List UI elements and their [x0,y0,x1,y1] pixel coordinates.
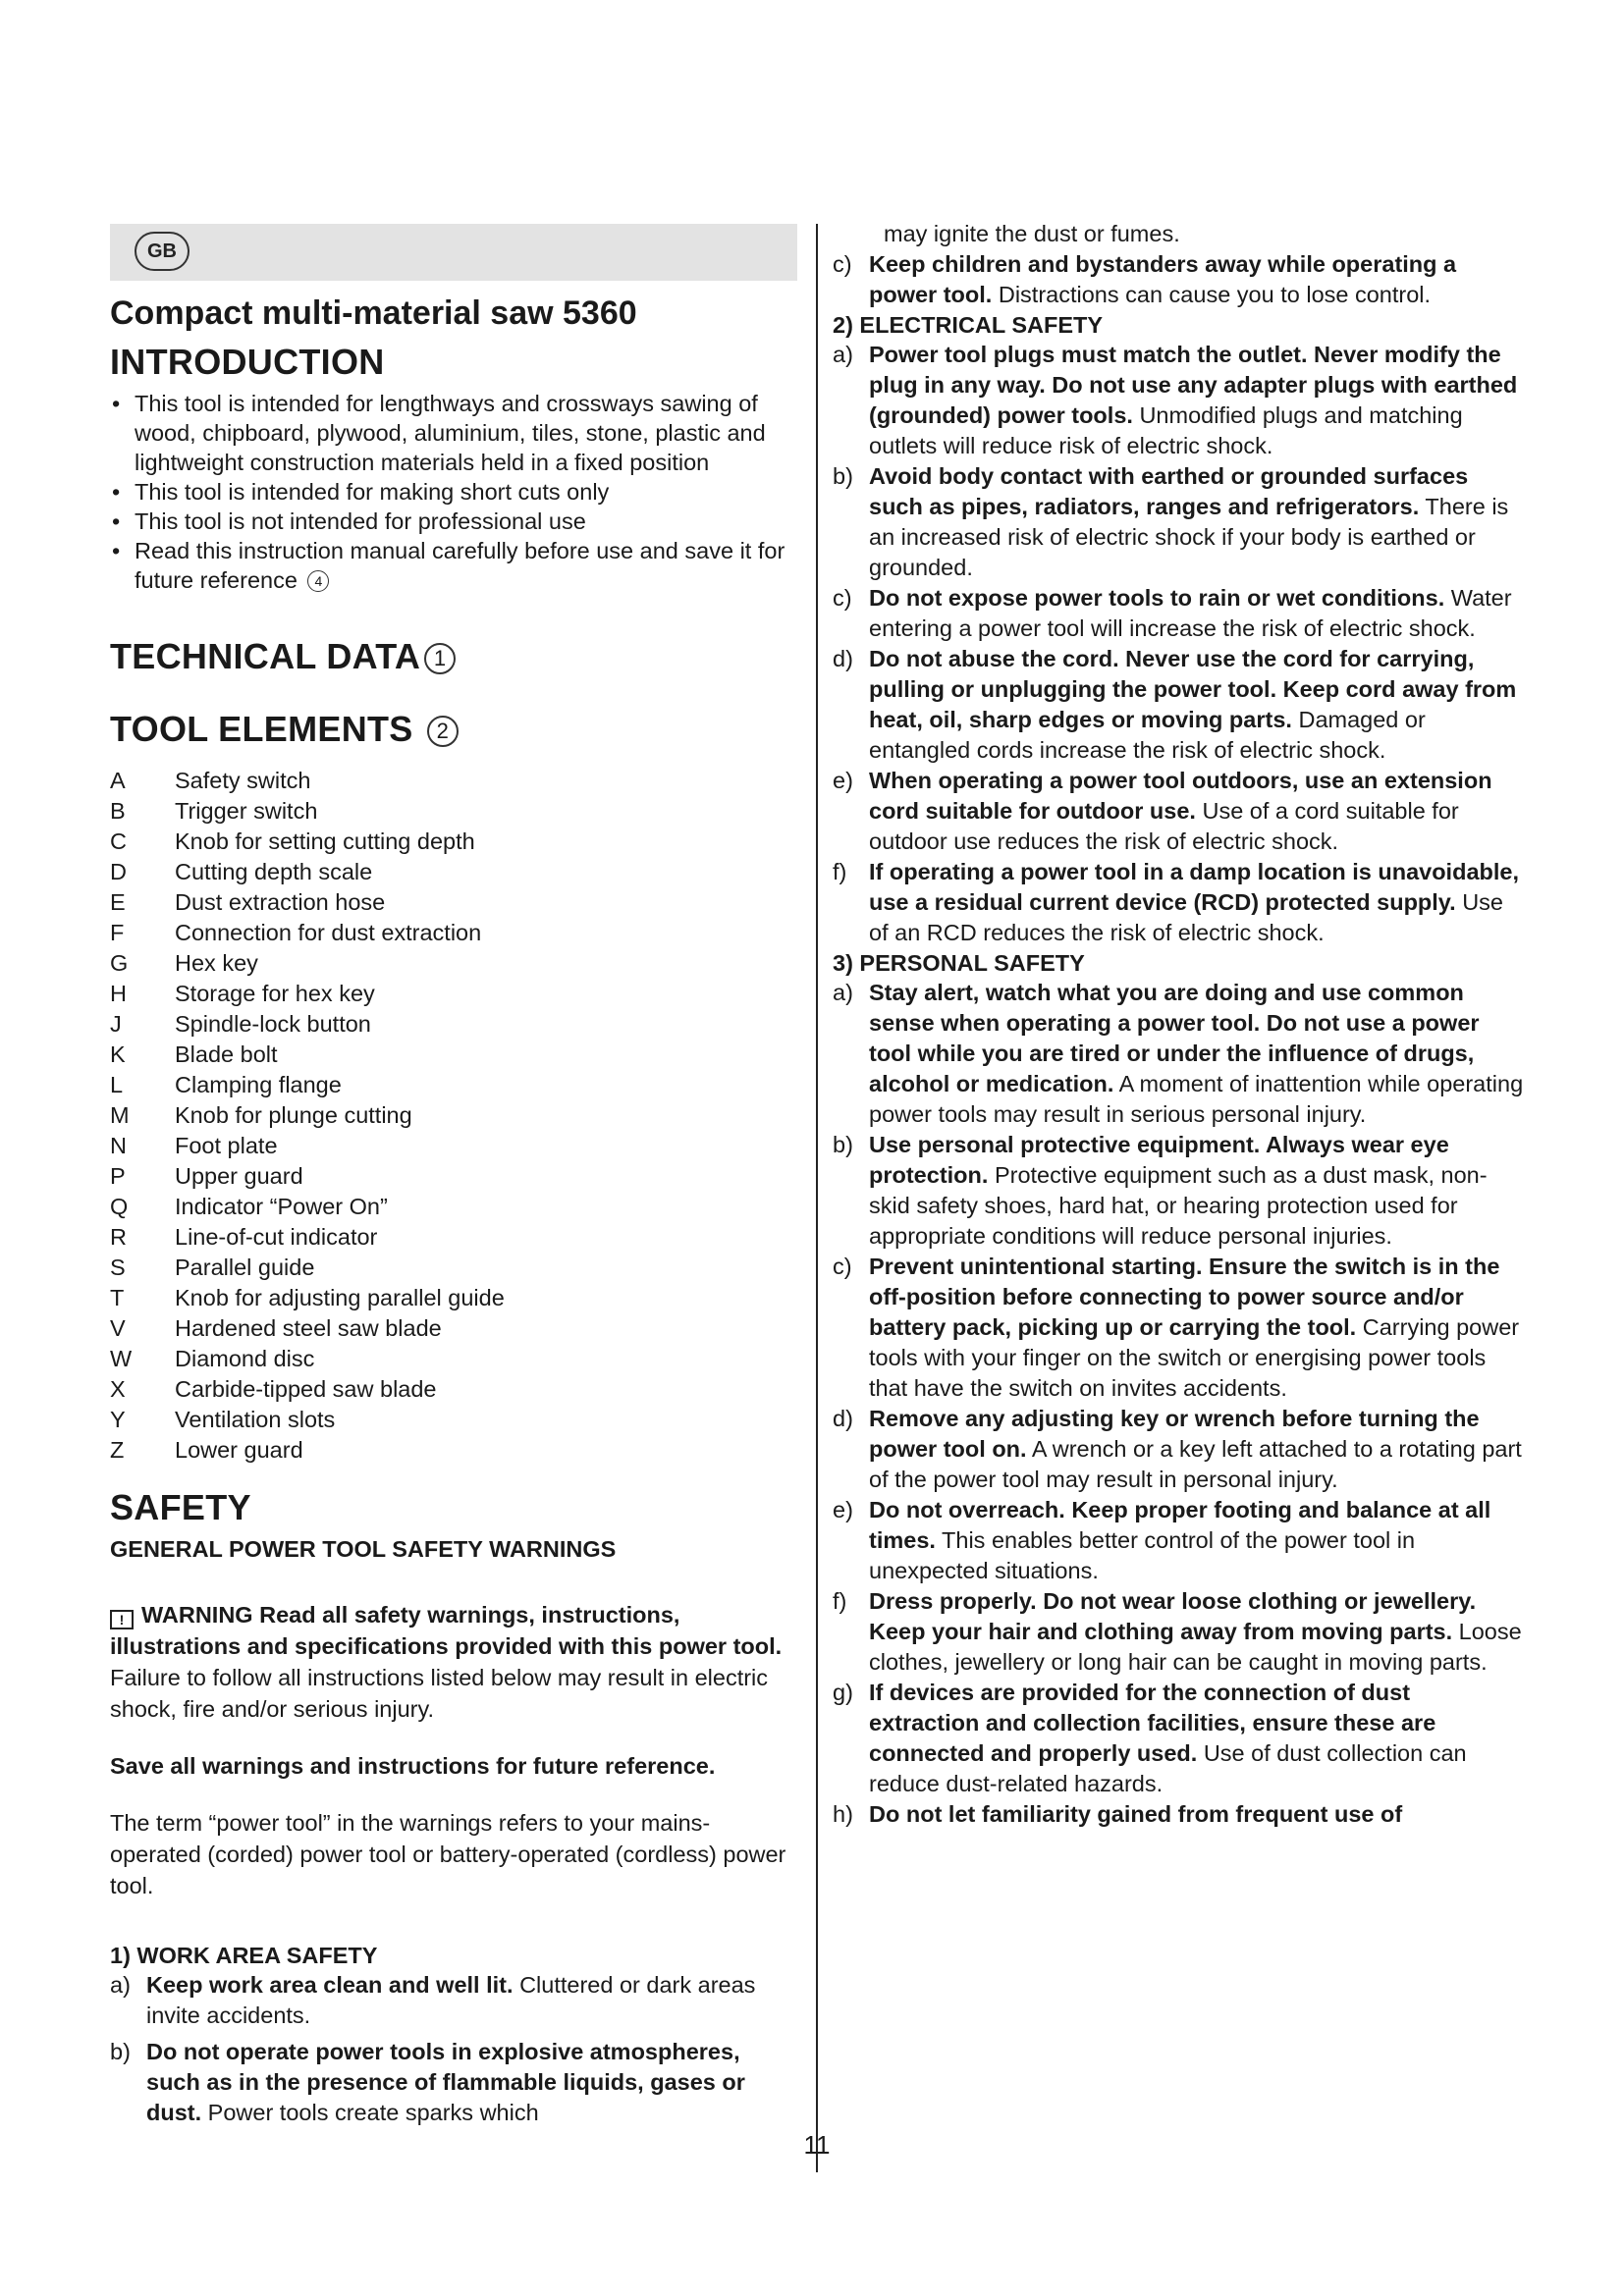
item-text: Damaged or entangled cords increase the risk of electric shock. [869,707,1426,763]
heading-text: TECHNICAL DATA [110,636,421,676]
tool-element-row [110,1374,797,1405]
tool-element-label: Hardened steel saw blade [175,1315,442,1341]
introduction-heading: INTRODUCTION [110,342,385,382]
item-bold-text: Do not abuse the cord. Never use the cord for carrying, pulling or unplugging the power tool. Keep cord away from heat, oil, sharp edges or moving parts. [869,646,1517,732]
list-item-text: Read this instruction manual carefully before use and save it for future reference [135,538,785,593]
list-item: • This tool is intended for making short cuts only [110,477,797,507]
tool-element-label: Safety switch [175,768,311,793]
list-item [833,1678,1525,1799]
list-item [833,644,1525,766]
item-letter: b) [833,463,853,489]
tool-element-row [110,1161,797,1192]
tool-element-letter: R [110,1224,127,1250]
item-letter: b) [833,1132,853,1157]
tool-element-letter: X [110,1376,126,1402]
list-item [110,1970,797,2031]
item-bold-text: Remove any adjusting key or wrench before turning the power tool on. [869,1406,1480,1462]
warning-bold-text: WARNING Read all safety warnings, instructions, illustrations and specifications provided with this power tool. [110,1602,783,1659]
tool-element-row [110,1283,797,1313]
tool-element-row [110,1405,797,1435]
item-bold-text: Stay alert, watch what you are doing and use common sense when operating a power tool. Do not use a power tool while you are tired or under the influence of drugs, alcohol or medication. [869,980,1480,1096]
work-area-list [110,1970,797,2128]
item-text: Distractions can cause you to lose control. [998,282,1432,307]
item-body [869,461,1525,583]
list-item [833,857,1525,948]
item-letter: f) [833,1588,847,1614]
list-item [833,766,1525,857]
item-bold-text: If operating a power tool in a damp location is unavoidable, use a residual current device (RCD) protected supply. [869,859,1519,915]
tool-element-row [110,979,797,1009]
list-item [833,1799,1525,1830]
tool-element-letter: J [110,1011,122,1037]
item-letter: c) [833,585,852,611]
item-body [869,249,1525,310]
tool-element-row [110,948,797,979]
item-bold-text: Power tool plugs must match the outlet. Never modify the plug in any way. Do not use any adapter plugs with earthed (grounded) power tools. [869,342,1518,428]
tool-element-row [110,1435,797,1466]
tool-element-letter: C [110,828,127,854]
tool-element-label: Indicator “Power On” [175,1194,388,1219]
tool-element-letter: Z [110,1437,125,1463]
tool-element-label: Carbide-tipped saw blade [175,1376,437,1402]
tool-element-row [110,1009,797,1040]
item-letter: c) [833,1254,852,1279]
item-body [869,1586,1525,1678]
safety-heading: SAFETY [110,1487,251,1527]
item-bold-text: Do not let familiarity gained from frequent use of [869,1801,1403,1827]
tool-element-label: Clamping flange [175,1072,342,1097]
list-item [833,978,1525,1130]
item-letter: b) [110,2039,131,2064]
work-area-heading: 1) WORK AREA SAFETY [110,1943,378,1968]
tool-element-row [110,1253,797,1283]
tool-element-letter: A [110,768,126,793]
introduction-list [110,389,797,595]
tool-element-label: Storage for hex key [175,981,375,1006]
personal-list [833,978,1525,1830]
item-bold-text: Avoid body contact with earthed or grounded surfaces such as pipes, radiators, ranges and refrigerators. [869,463,1469,519]
item-text: Loose clothes, jewellery or long hair can be caught in moving parts. [869,1619,1522,1675]
item-letter: e) [833,1497,853,1522]
tool-element-label: Hex key [175,950,258,976]
item-letter: h) [833,1801,853,1827]
tool-element-letter: E [110,889,126,915]
item-body [869,978,1525,1130]
tool-element-letter: H [110,981,127,1006]
tool-element-label: Knob for setting cutting depth [175,828,475,854]
item-letter: c) [833,251,852,277]
item-bold-text: Do not operate power tools in explosive atmospheres, such as in the presence of flammable liquids, gases or dust. [146,2039,745,2125]
tool-element-row [110,1131,797,1161]
work-area-item-c [833,249,1525,310]
item-body [869,1495,1525,1586]
electrical-list [833,340,1525,948]
tool-element-row [110,766,797,796]
item-letter: g) [833,1680,853,1705]
list-item [833,1495,1525,1586]
list-item [833,1130,1525,1252]
tool-element-label: Dust extraction hose [175,889,386,915]
tool-element-letter: S [110,1255,126,1280]
page-number: 11 [803,2130,831,2160]
tool-element-label: Diamond disc [175,1346,315,1371]
tool-element-label: Trigger switch [175,798,318,824]
list-item [110,536,797,595]
term-paragraph: The term “power tool” in the warnings refers to your mains-operated (corded) power tool or battery-operated (cordless) power tool. [110,1810,786,1898]
item-body [869,1404,1525,1495]
item-body [146,1970,797,2031]
list-item: • This tool is not intended for professional use [110,507,797,536]
item-letter: a) [833,980,853,1005]
save-notice: Save all warnings and instructions for future reference. [110,1753,716,1779]
item-letter: a) [110,1972,131,1998]
item-letter: d) [833,1406,853,1431]
item-body [869,766,1525,857]
tool-element-row [110,1192,797,1222]
tool-element-row [110,887,797,918]
item-body [869,1799,1525,1830]
list-item [833,461,1525,583]
item-body [869,857,1525,948]
item-text: Water entering a power tool will increase the risk of electric shock. [869,585,1512,641]
list-item [833,340,1525,461]
item-body [869,340,1525,461]
tool-element-row [110,1222,797,1253]
item-letter: d) [833,646,853,671]
list-item [833,249,1525,310]
tool-element-letter: Q [110,1194,129,1219]
item-text: Protective equipment such as a dust mask, non-skid safety shoes, hard hat, or hearing protection used for appropriate conditions will reduce personal injuries. [869,1162,1488,1249]
tool-element-row [110,1100,797,1131]
continuation-text: may ignite the dust or fumes. [884,221,1180,246]
item-text: This enables better control of the power tool in unexpected situations. [869,1527,1416,1583]
figure-ref-badge: 4 [307,570,329,592]
item-bold-text: Prevent unintentional starting. Ensure the switch is in the off-position before connecting to power source and/or battery pack, picking up or carrying the tool. [869,1254,1500,1340]
tool-element-label: Upper guard [175,1163,303,1189]
item-bold-text: Do not expose power tools to rain or wet conditions. [869,585,1445,611]
tool-element-letter: B [110,798,126,824]
item-text: There is an increased risk of electric shock if your body is earthed or grounded. [869,494,1509,580]
item-body [869,1252,1525,1404]
warning-icon: ! [110,1610,134,1629]
tool-element-letter: Y [110,1407,126,1432]
item-text: Unmodified plugs and matching outlets will reduce risk of electric shock. [869,402,1463,458]
tool-element-row [110,1070,797,1100]
item-bold-text: When operating a power tool outdoors, use an extension cord suitable for outdoor use. [869,768,1492,824]
tool-elements-list [110,766,797,1466]
tool-element-letter: D [110,859,127,884]
tool-element-letter: N [110,1133,127,1158]
list-item [833,583,1525,644]
tool-element-label: Knob for plunge cutting [175,1102,412,1128]
personal-heading: 3) PERSONAL SAFETY [833,950,1085,976]
tool-element-letter: M [110,1102,130,1128]
column-divider [816,224,818,2172]
tool-element-label: Knob for adjusting parallel guide [175,1285,505,1310]
item-body [869,1678,1525,1799]
item-bold-text: Keep work area clean and well lit. [146,1972,514,1998]
item-letter: e) [833,768,853,793]
tool-element-letter: G [110,950,129,976]
item-text: Cluttered or dark areas invite accidents. [146,1972,756,2028]
item-text: A moment of inattention while operating power tools may result in serious personal injury. [869,1071,1524,1127]
item-text: A wrench or a key left attached to a rotating part of the power tool may result in personal injury. [869,1436,1522,1492]
safety-subheading: GENERAL POWER TOOL SAFETY WARNINGS [110,1536,617,1562]
language-badge: GB [135,232,189,271]
item-body [869,583,1525,644]
list-item [833,1252,1525,1404]
tool-element-label: Blade bolt [175,1041,278,1067]
tool-element-letter: K [110,1041,126,1067]
list-item [833,1404,1525,1495]
list-item: • This tool is intended for lengthways and crossways sawing of wood, chipboard, plywood, aluminium, tiles, stone, plastic and lightweight construction materials held in a fixed position [110,389,797,477]
item-bold-text: Use personal protective equipment. Always wear eye protection. [869,1132,1449,1188]
item-body [146,2037,797,2128]
tool-element-label: Parallel guide [175,1255,315,1280]
item-bold-text: If devices are provided for the connection of dust extraction and collection facilities, ensure these are connected and properly used. [869,1680,1436,1766]
tool-element-letter: F [110,920,125,945]
tool-element-label: Line-of-cut indicator [175,1224,378,1250]
item-bold-text: Dress properly. Do not wear loose clothing or jewellery. Keep your hair and clothing away from moving parts. [869,1588,1477,1644]
figure-ref-badge: 2 [427,716,459,747]
tool-element-letter: L [110,1072,124,1097]
tool-element-row [110,1040,797,1070]
warning-text: Failure to follow all instructions listed below may result in electric shock, fire and/or serious injury. [110,1665,769,1722]
item-bold-text: Do not overreach. Keep proper footing and balance at all times. [869,1497,1491,1553]
item-body [869,1130,1525,1252]
tool-element-label: Foot plate [175,1133,278,1158]
item-body [869,644,1525,766]
tool-element-letter: V [110,1315,126,1341]
tool-element-label: Connection for dust extraction [175,920,482,945]
technical-data-heading [110,634,797,679]
list-item [833,1586,1525,1678]
tool-element-row [110,857,797,887]
tool-element-row [110,1313,797,1344]
item-letter: f) [833,859,847,884]
list-item [110,2037,797,2128]
item-text: Use of a cord suitable for outdoor use reduces the risk of electric shock. [869,798,1459,854]
item-text: Power tools create sparks which [207,2100,539,2125]
item-text: Use of an RCD reduces the risk of electric shock. [869,889,1503,945]
tool-element-row [110,1344,797,1374]
tool-element-row [110,827,797,857]
tool-element-label: Cutting depth scale [175,859,373,884]
tool-element-letter: T [110,1285,125,1310]
tool-element-label: Ventilation slots [175,1407,336,1432]
tool-element-row [110,796,797,827]
right-column [833,218,1525,1830]
product-title: Compact multi-material saw 5360 [110,294,637,332]
item-letter: a) [833,342,853,367]
tool-element-letter: W [110,1346,133,1371]
figure-ref-badge: 1 [424,643,456,674]
heading-text: TOOL ELEMENTS [110,709,413,749]
tool-elements-heading [110,707,797,752]
tool-element-row [110,918,797,948]
warning-paragraph [110,1599,797,1725]
tool-element-label: Lower guard [175,1437,303,1463]
language-bar [110,224,797,281]
item-text: Carrying power tools with your finger on the switch or energising power tools that have the switch on invites accidents. [869,1314,1520,1401]
electrical-heading: 2) ELECTRICAL SAFETY [833,312,1104,338]
tool-element-letter: P [110,1163,126,1189]
left-column [110,224,797,2128]
item-text: Use of dust collection can reduce dust-related hazards. [869,1740,1467,1796]
item-bold-text: Keep children and bystanders away while operating a power tool. [869,251,1457,307]
tool-element-label: Spindle-lock button [175,1011,371,1037]
